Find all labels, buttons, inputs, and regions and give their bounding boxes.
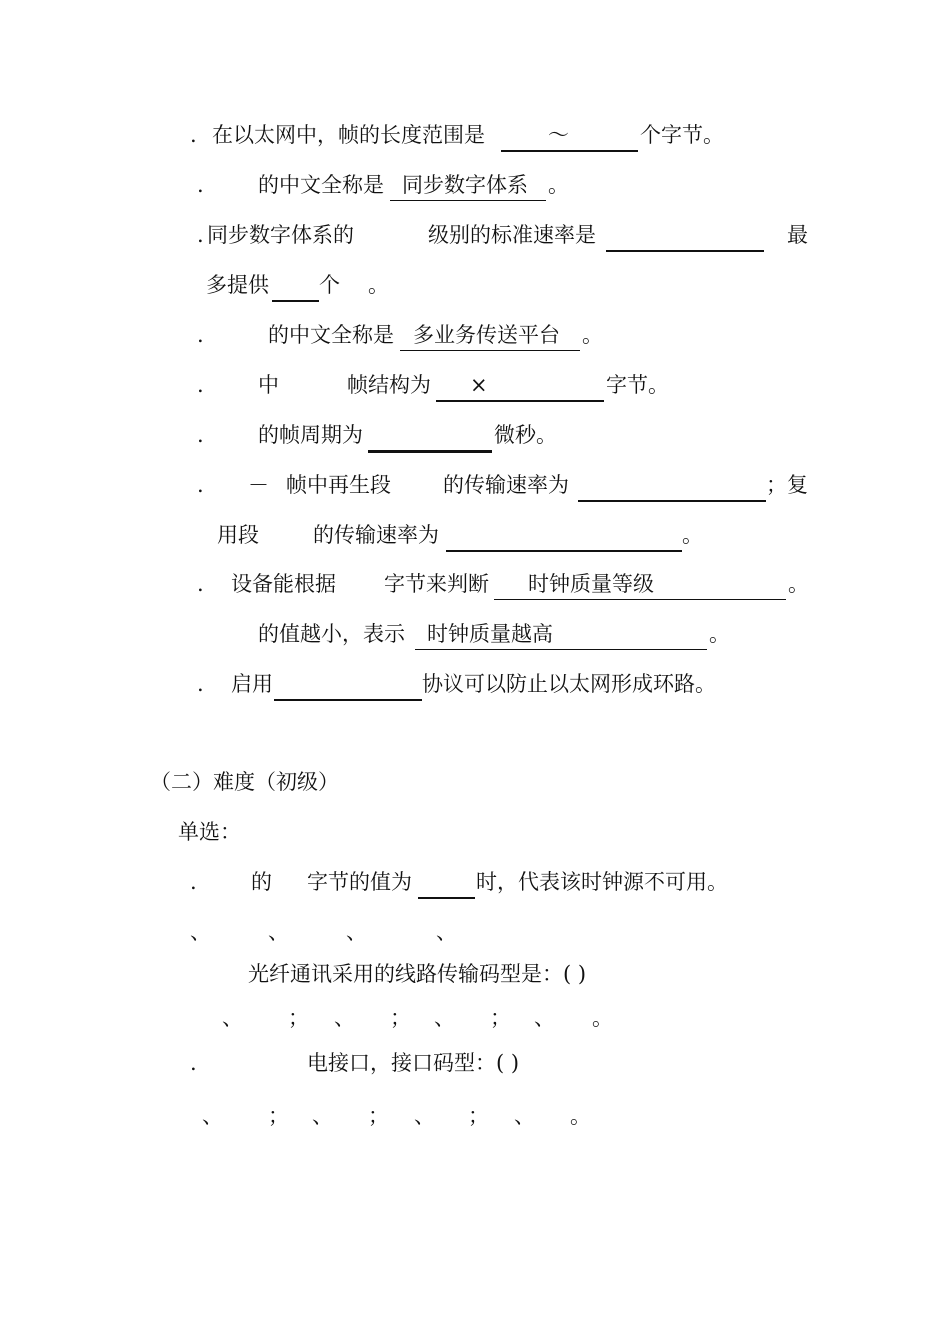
q3-end: 。 — [368, 273, 389, 297]
q7-dash: － — [248, 473, 269, 497]
q7-text-d: 的传输速率为 — [313, 523, 439, 547]
q1-separator: ～ — [548, 123, 569, 147]
q3-underline-count — [272, 300, 319, 302]
q1-text-a: 在以太网中，帧的长度范围是 — [212, 123, 485, 147]
s2-options — [0, 1004, 950, 1032]
q9-blank[interactable] — [274, 670, 422, 698]
s3-end: 。 — [570, 1104, 591, 1128]
q8-answer: 时钟质量等级 — [528, 572, 654, 596]
q3-text-a: 同步数字体系的 — [207, 223, 354, 247]
q6-text-a: 的帧周期为 — [258, 423, 363, 447]
q5-text-c: 字节。 — [606, 373, 669, 397]
q4-underline — [400, 350, 580, 351]
question-6 — [0, 421, 950, 449]
s1-option-b[interactable]: 、 — [268, 920, 289, 944]
question-3-cont — [0, 271, 950, 299]
q7-text-c: 用段 — [217, 523, 259, 547]
s1-option-c[interactable]: 、 — [346, 920, 367, 944]
q3-text-c: 最 — [787, 223, 808, 247]
question-9 — [0, 670, 950, 698]
q2-answer: 同步数字体系 — [402, 173, 528, 197]
q3-text-b: 级别的标准速率是 — [428, 223, 596, 247]
s1-option-d[interactable]: 、 — [436, 920, 457, 944]
q2-number: . — [197, 173, 204, 197]
q6-text-b: 微秒。 — [494, 423, 557, 447]
q5-text-a: 中 — [258, 373, 279, 397]
s1-text-a: 的 — [251, 870, 272, 894]
q6-underline — [368, 450, 492, 453]
q5-blank[interactable] — [436, 371, 604, 399]
question-8-cont — [0, 620, 950, 648]
q8-underline — [494, 599, 786, 600]
q3-text-e: 个 — [319, 273, 340, 297]
q8-end: 。 — [788, 572, 809, 596]
s3-sep-1: ； — [268, 1104, 289, 1128]
question-7-cont — [0, 521, 950, 549]
single-choice-3 — [0, 1049, 950, 1077]
q5-number: . — [197, 373, 204, 397]
q3-underline-rate — [606, 250, 764, 252]
q7-text-a: 帧中再生段 — [286, 473, 391, 497]
q1-blank[interactable] — [501, 121, 638, 149]
q9-text-a: 启用 — [231, 672, 273, 696]
q7-end: 。 — [682, 523, 703, 547]
q7-underline-rs — [578, 500, 766, 502]
single-choice-1 — [0, 868, 950, 896]
s3-number: . — [190, 1051, 197, 1075]
q3-text-d: 多提供 — [206, 273, 269, 297]
q3-blank-rate[interactable] — [606, 221, 764, 249]
s1-number: . — [190, 870, 197, 894]
q8-answer2: 时钟质量越高 — [427, 622, 553, 646]
s3-option-c[interactable]: 、 — [414, 1104, 435, 1128]
q4-end: 。 — [582, 323, 603, 347]
s3-options — [0, 1102, 950, 1130]
s2-option-a[interactable]: 、 — [222, 1006, 243, 1030]
s3-text: 电接口，接口码型：( ) — [307, 1051, 520, 1075]
s3-sep-3: ； — [468, 1104, 489, 1128]
s2-sep-3: ； — [490, 1006, 511, 1030]
s3-option-a[interactable]: 、 — [202, 1104, 223, 1128]
q9-underline — [274, 699, 422, 701]
s2-option-b[interactable]: 、 — [334, 1006, 355, 1030]
s3-option-b[interactable]: 、 — [312, 1104, 333, 1128]
q8-underline-2 — [415, 649, 707, 650]
q8-text-a: 设备能根据 — [231, 572, 336, 596]
s2-end: 。 — [592, 1006, 613, 1030]
q8-text-b: 字节来判断 — [384, 572, 489, 596]
q1-text-b: 个字节。 — [640, 123, 724, 147]
s1-text-b: 字节的值为 — [307, 870, 412, 894]
question-4 — [0, 321, 950, 349]
q8-end2: 。 — [709, 622, 730, 646]
q4-answer: 多业务传送平台 — [413, 323, 560, 347]
question-3 — [0, 221, 950, 249]
q2-end: 。 — [548, 173, 569, 197]
q3-number: . — [197, 223, 204, 247]
q3-blank-count[interactable] — [272, 271, 319, 299]
question-8 — [0, 570, 950, 598]
q5-text-b: 帧结构为 — [347, 373, 431, 397]
section-heading: （二）难度（初级） — [150, 770, 339, 794]
q8-text-c: 的值越小，表示 — [258, 622, 405, 646]
q2-answer-field[interactable] — [390, 171, 546, 199]
q1-underline — [501, 150, 638, 152]
question-1 — [0, 121, 950, 149]
q8-number: . — [197, 572, 204, 596]
q9-number: . — [197, 672, 204, 696]
s2-option-d[interactable]: 、 — [534, 1006, 555, 1030]
s3-sep-2: ； — [368, 1104, 389, 1128]
q1-number: . — [190, 123, 197, 147]
q6-blank[interactable] — [368, 421, 492, 449]
q2-underline — [390, 200, 546, 201]
s1-options — [0, 918, 950, 946]
q9-text-b: 协议可以防止以太网形成环路。 — [422, 672, 716, 696]
q5-separator: × — [470, 373, 488, 397]
q7-underline-ms — [446, 550, 682, 552]
s1-text-c: 时，代表该时钟源不可用。 — [476, 870, 728, 894]
q7-blank-ms[interactable] — [446, 521, 682, 549]
s2-sep-2: ； — [390, 1006, 411, 1030]
single-choice-2: 光纤通讯采用的线路传输码型是：( ) — [248, 962, 587, 986]
question-2 — [0, 171, 950, 199]
section-subheading: 单选： — [178, 820, 241, 844]
q8-answer2-field[interactable] — [415, 620, 707, 648]
s1-option-a[interactable]: 、 — [190, 920, 211, 944]
q4-answer-field[interactable] — [400, 321, 580, 349]
q5-underline — [436, 400, 604, 402]
q7-blank-rs[interactable] — [578, 471, 766, 499]
question-5 — [0, 371, 950, 399]
s2-option-c[interactable]: 、 — [434, 1006, 455, 1030]
q2-text-a: 的中文全称是 — [258, 173, 384, 197]
q7-separator: ；复 — [766, 473, 808, 497]
question-7 — [0, 471, 950, 499]
s1-underline — [418, 897, 475, 899]
q4-number: . — [197, 323, 204, 347]
q7-number: . — [197, 473, 204, 497]
q4-text-a: 的中文全称是 — [268, 323, 394, 347]
s1-blank[interactable] — [418, 868, 475, 896]
s2-sep-1: ； — [288, 1006, 309, 1030]
s3-option-d[interactable]: 、 — [514, 1104, 535, 1128]
q6-number: . — [197, 423, 204, 447]
q7-text-b: 的传输速率为 — [443, 473, 569, 497]
q8-answer-field[interactable] — [494, 570, 786, 598]
